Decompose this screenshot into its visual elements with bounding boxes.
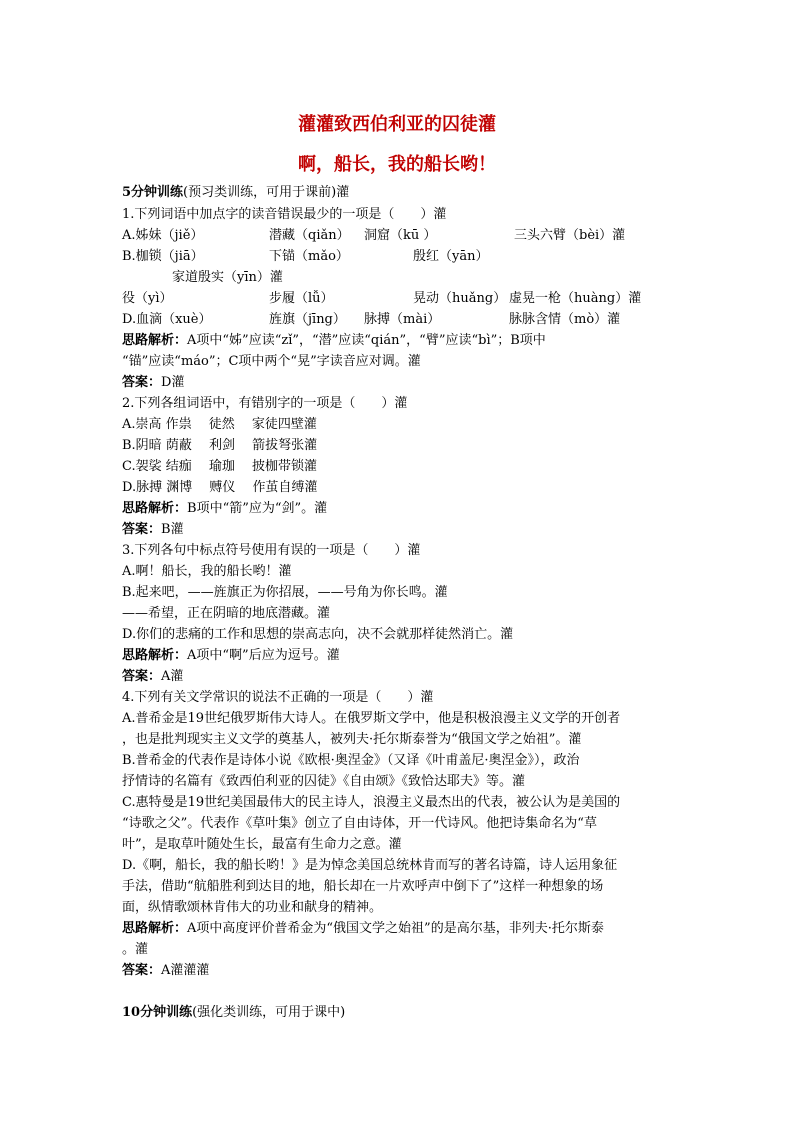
q1-option-c-3: 晃动（huǎng） xyxy=(413,291,507,306)
q1-option-a-3: 洞窟（kū ） xyxy=(364,228,437,243)
q1-option-c-2: 步履（lǚ） xyxy=(269,291,334,306)
q4-option-b-cont: 抒情诗的名篇有《致西伯利亚的囚徒》《自由颂》《致恰达耶夫》等。灌 xyxy=(122,774,526,789)
section-note: (预习类训练，可用于课前)灌 xyxy=(183,185,350,200)
q4-option-c: C.惠特曼是19世纪美国最伟大的民主诗人，浪漫主义最杰出的代表，被公认为是美国的 xyxy=(122,795,621,810)
q1-option-b-4: 家道殷实（yīn）灌 xyxy=(172,270,283,285)
q2-option-a: A.崇高 作祟 徒然 家徒四壁灌 xyxy=(122,417,317,432)
answer-text: A灌 xyxy=(161,669,184,684)
q4-option-d-cont: 手法，借助“航船胜利到达目的地，船长却在一片欢呼声中倒下了”这样一种想象的场 xyxy=(122,879,604,894)
q4-option-c-cont2: 叶”，是取草叶随处生长，最富有生命力之意。灌 xyxy=(122,837,402,852)
answer-label: 答案： xyxy=(122,522,162,537)
q4-option-c-cont: “诗歌之父”。代表作《草叶集》创立了自由诗体，开一代诗风。他把诗集命名为“草 xyxy=(122,816,597,831)
q1-option-d-2: 旌旗（jīng） xyxy=(269,312,346,327)
q3-option-a: A.啊！船长，我的船长哟！灌 xyxy=(122,564,292,579)
analysis-text: A项中“姊”应读“zǐ”，“潜”应读“qián”，“臂”应读“bì”；B项中 xyxy=(187,333,546,348)
analysis-text: A项中“啊”后应为逗号。灌 xyxy=(187,648,340,663)
q1-option-b-2: 下锚（mǎo） xyxy=(269,249,349,264)
q4-option-b: B.普希金的代表作是诗体小说《欧根·奥涅金》（又译《叶甫盖尼·奥涅金》），政治 xyxy=(122,753,580,768)
q1-option-a-4: 三头六臂（bèi）灌 xyxy=(514,228,626,243)
q3-option-b: B.起来吧，——旌旗正为你招展，——号角为你长鸣。灌 xyxy=(122,585,448,600)
q4-answer xyxy=(122,961,209,981)
q4-stem: 4.下列有关文学常识的说法不正确的一项是（ ）灌 xyxy=(122,690,434,705)
answer-text: B灌 xyxy=(161,522,184,537)
q1-option-b-1: B.枷锁（jiā） xyxy=(122,249,204,264)
q1-option-d-3: 脉搏（mài） xyxy=(364,312,441,327)
q2-answer xyxy=(122,520,184,540)
q4-option-d-cont2: 面，纵情歌颂林肯伟大的功业和献身的精神。 xyxy=(122,900,383,915)
answer-text: D灌 xyxy=(161,375,185,390)
q3-stem: 3.下列各句中标点符号使用有误的一项是（ ）灌 xyxy=(122,543,421,558)
section-note: (强化类训练，可用于课中) xyxy=(192,1005,346,1020)
q4-option-d: D.《啊，船长，我的船长哟！》是为悼念美国总统林肯而写的著名诗篇，诗人运用象征 xyxy=(122,858,618,873)
q1-option-d-4: 脉脉含情（mò）灌 xyxy=(509,312,621,327)
q4-analysis-cont: 。灌 xyxy=(122,942,149,957)
answer-text: A灌灌灌 xyxy=(161,963,210,978)
q1-option-d-1: D.血滴（xuè） xyxy=(122,312,212,327)
analysis-text: B项中“箭”应为“剑”。灌 xyxy=(187,501,328,516)
q2-option-b: B.阴暗 荫蔽 利剑 箭拔弩张灌 xyxy=(122,438,318,453)
q4-option-a-cont: ，也是批判现实主义文学的奠基人，被列夫·托尔斯泰誉为“俄国文学之始祖”。灌 xyxy=(122,732,582,747)
q1-option-a-1: A.姊妹（jiě） xyxy=(122,228,204,243)
q1-option-b-3: 殷红（yān） xyxy=(413,249,489,264)
answer-label: 答案： xyxy=(122,963,162,978)
q3-analysis xyxy=(122,646,340,666)
q1-stem: 1.下列词语中加点字的读音错误最少的一项是（ ）灌 xyxy=(122,207,447,222)
q1-option-c-4: 虚晃一枪（huàng）灌 xyxy=(509,291,642,306)
q1-answer xyxy=(122,373,184,393)
q2-option-d: D.脉搏 渊博 赙仪 作茧自缚灌 xyxy=(122,480,318,495)
analysis-text: A项中高度评价普希金为“俄国文学之始祖”的是高尔基，非列夫·托尔斯泰 xyxy=(187,921,604,936)
answer-label: 答案： xyxy=(122,375,162,390)
q2-stem: 2.下列各组词语中，有错别字的一项是（ ）灌 xyxy=(122,396,408,411)
answer-label: 答案： xyxy=(122,669,162,684)
q4-analysis xyxy=(122,919,604,939)
analysis-label: 思路解析： xyxy=(122,333,188,348)
analysis-label: 思路解析： xyxy=(122,921,188,936)
q1-option-c-1: 役（yì） xyxy=(122,291,173,306)
page-subtitle: 啊，船长，我的船长哟！ xyxy=(298,154,496,175)
q1-option-a-2: 潜藏（qiǎn） xyxy=(269,228,350,243)
q3-option-c: ——希望，正在阴暗的地底潜藏。灌 xyxy=(122,606,331,621)
section-heading-5min xyxy=(122,183,349,203)
section-label: 10分钟训练 xyxy=(122,1005,193,1020)
q2-analysis xyxy=(122,499,327,519)
q4-option-a: A.普希金是19世纪俄罗斯伟大诗人。在俄罗斯文学中，他是积极浪漫主义文学的开创者 xyxy=(122,711,621,726)
analysis-label: 思路解析： xyxy=(122,648,188,663)
analysis-label: 思路解析： xyxy=(122,501,188,516)
q3-answer xyxy=(122,667,183,687)
section-heading-10min xyxy=(122,1003,345,1023)
q1-analysis xyxy=(122,331,546,351)
page-title: 灌灌致西伯利亚的囚徒灌 xyxy=(298,114,496,135)
q1-analysis-cont: “锚”应读“máo”；C项中两个“晃”字读音应对调。灌 xyxy=(122,354,421,369)
section-label: 5分钟训练 xyxy=(122,185,184,200)
q3-option-d: D.你们的悲痛的工作和思想的崇高志向，决不会就那样徒然消亡。灌 xyxy=(122,627,514,642)
q2-option-c: C.袈裟 结痂 瑜珈 披枷带锁灌 xyxy=(122,459,318,474)
